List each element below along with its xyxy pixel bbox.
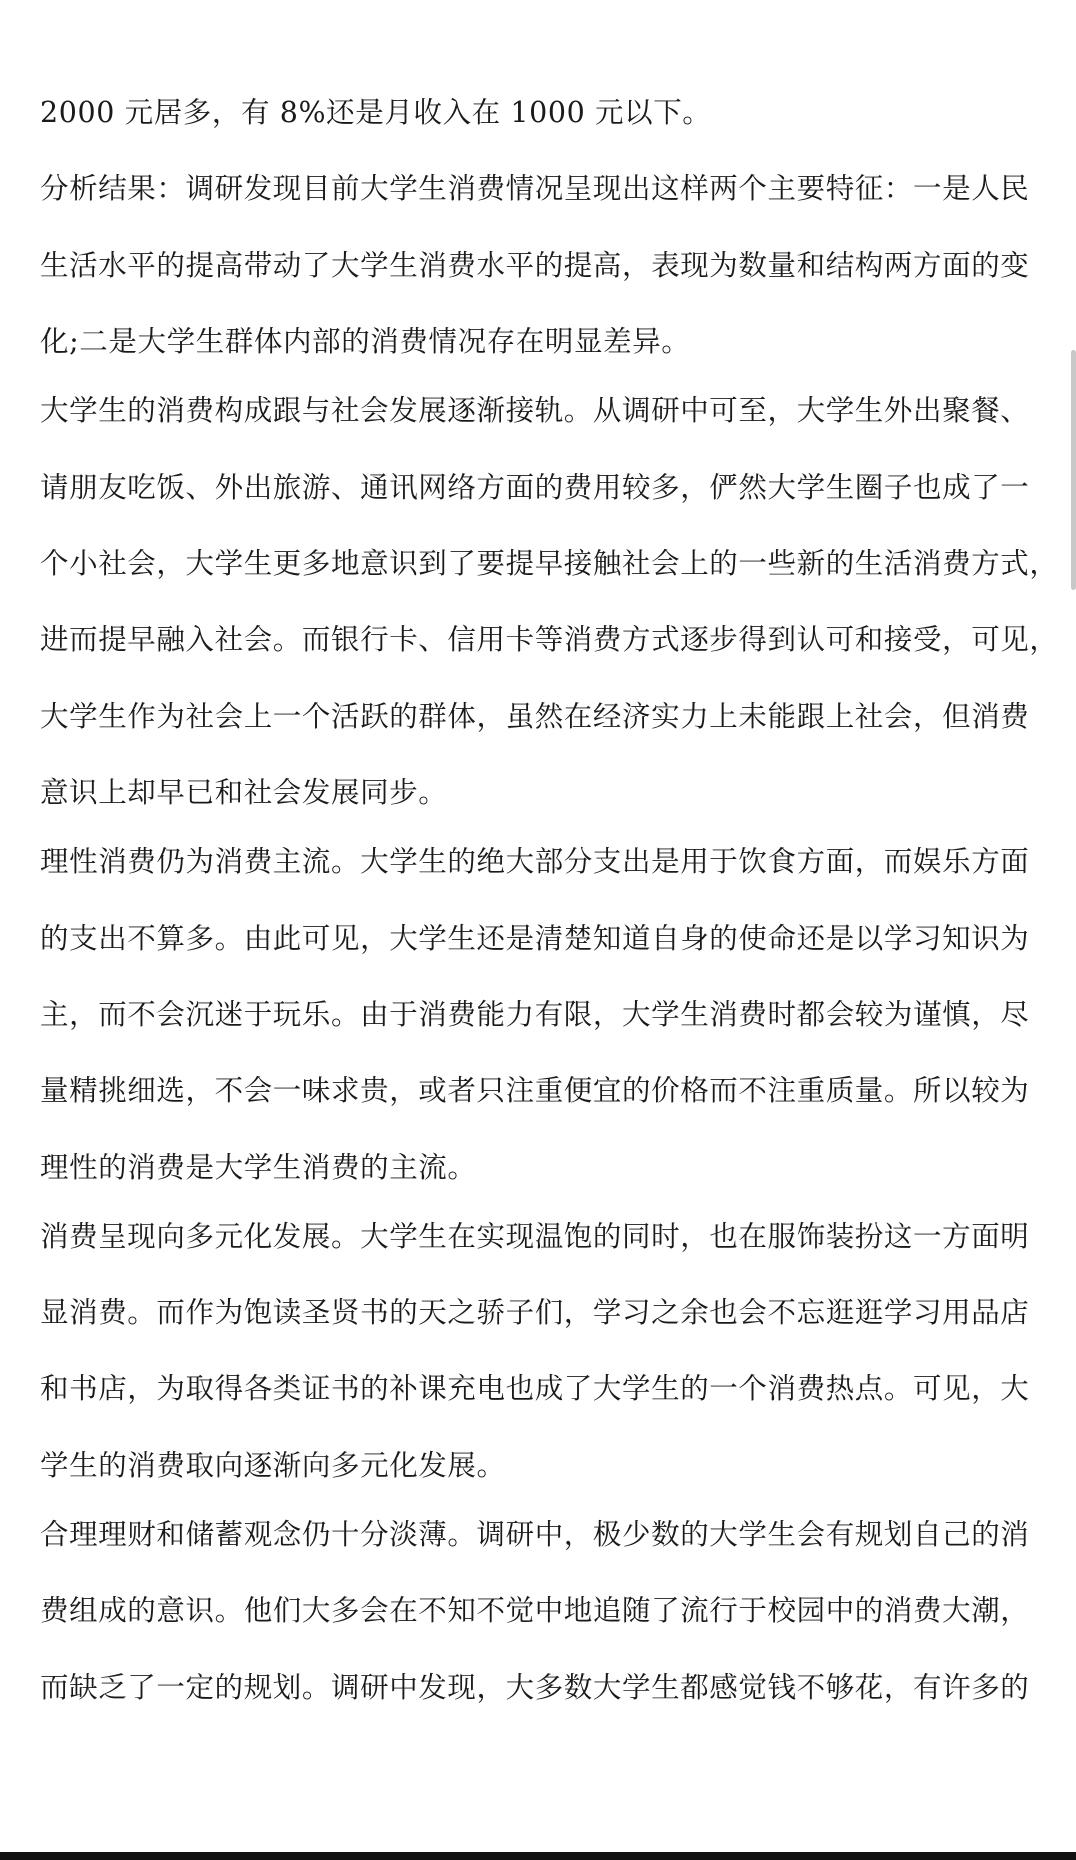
- text-line: 合理理财和储蓄观念仍十分淡薄。调研中，极少数的大学生会有规划自己的消: [40, 1517, 1030, 1551]
- text-line: 学生的消费取向逐渐向多元化发展。: [40, 1448, 506, 1482]
- text-line: 理性的消费是大学生消费的主流。: [40, 1150, 477, 1184]
- text-line: 量精挑细选，不会一味求贵，或者只注重便宜的价格而不注重质量。所以较为: [40, 1074, 1030, 1108]
- text-line: 消费呈现向多元化发展。大学生在实现温饱的同时，也在服饰装扮这一方面明: [40, 1219, 1030, 1253]
- text-line: 分析结果：调研发现目前大学生消费情况呈现出这样两个主要特征：一是人民: [40, 172, 1030, 206]
- text-line: 2000 元居多，有 8%还是月收入在 1000 元以下。: [40, 96, 712, 129]
- text-line: 意识上却早已和社会发展同步。: [40, 776, 448, 810]
- document-body: [40, 88, 1065, 1788]
- text-line: 生活水平的提高带动了大学生消费水平的提高，表现为数量和结构两方面的变: [40, 248, 1030, 282]
- text-line: 费组成的意识。他们大多会在不知不觉中地追随了流行于校园中的消费大潮，: [40, 1594, 1030, 1628]
- text-line: 主，而不会沉迷于玩乐。由于消费能力有限，大学生消费时都会较为谨慎，尽: [40, 997, 1030, 1031]
- text-line: 进而提早融入社会。而银行卡、信用卡等消费方式逐步得到认可和接受，可见，: [40, 623, 1059, 657]
- text-line: 大学生作为社会上一个活跃的群体，虽然在经济实力上未能跟上社会，但消费: [40, 699, 1030, 733]
- text-line: 请朋友吃饭、外出旅游、通讯网络方面的费用较多，俨然大学生圈子也成了一: [40, 470, 1030, 504]
- text-line: 个小社会，大学生更多地意识到了要提早接触社会上的一些新的生活消费方式，: [40, 546, 1059, 580]
- text-line: 理性消费仍为消费主流。大学生的绝大部分支出是用于饮食方面，而娱乐方面: [40, 845, 1030, 879]
- scrollbar[interactable]: [1071, 350, 1076, 590]
- text-line: 化;二是大学生群体内部的消费情况存在明显差异。: [40, 325, 691, 359]
- text-line: 和书店，为取得各类证书的补课充电也成了大学生的一个消费热点。可见，大: [40, 1372, 1030, 1406]
- text-line: 显消费。而作为饱读圣贤书的天之骄子们，学习之余也会不忘逛逛学习用品店: [40, 1296, 1030, 1330]
- bottom-edge-bar: [0, 1852, 1076, 1860]
- text-line: 的支出不算多。由此可见，大学生还是清楚知道自身的使命还是以学习知识为: [40, 921, 1030, 955]
- text-line: 大学生的消费构成跟与社会发展逐渐接轨。从调研中可至，大学生外出聚餐、: [40, 394, 1030, 428]
- text-line: 而缺乏了一定的规划。调研中发现，大多数大学生都感觉钱不够花，有许多的: [40, 1670, 1030, 1704]
